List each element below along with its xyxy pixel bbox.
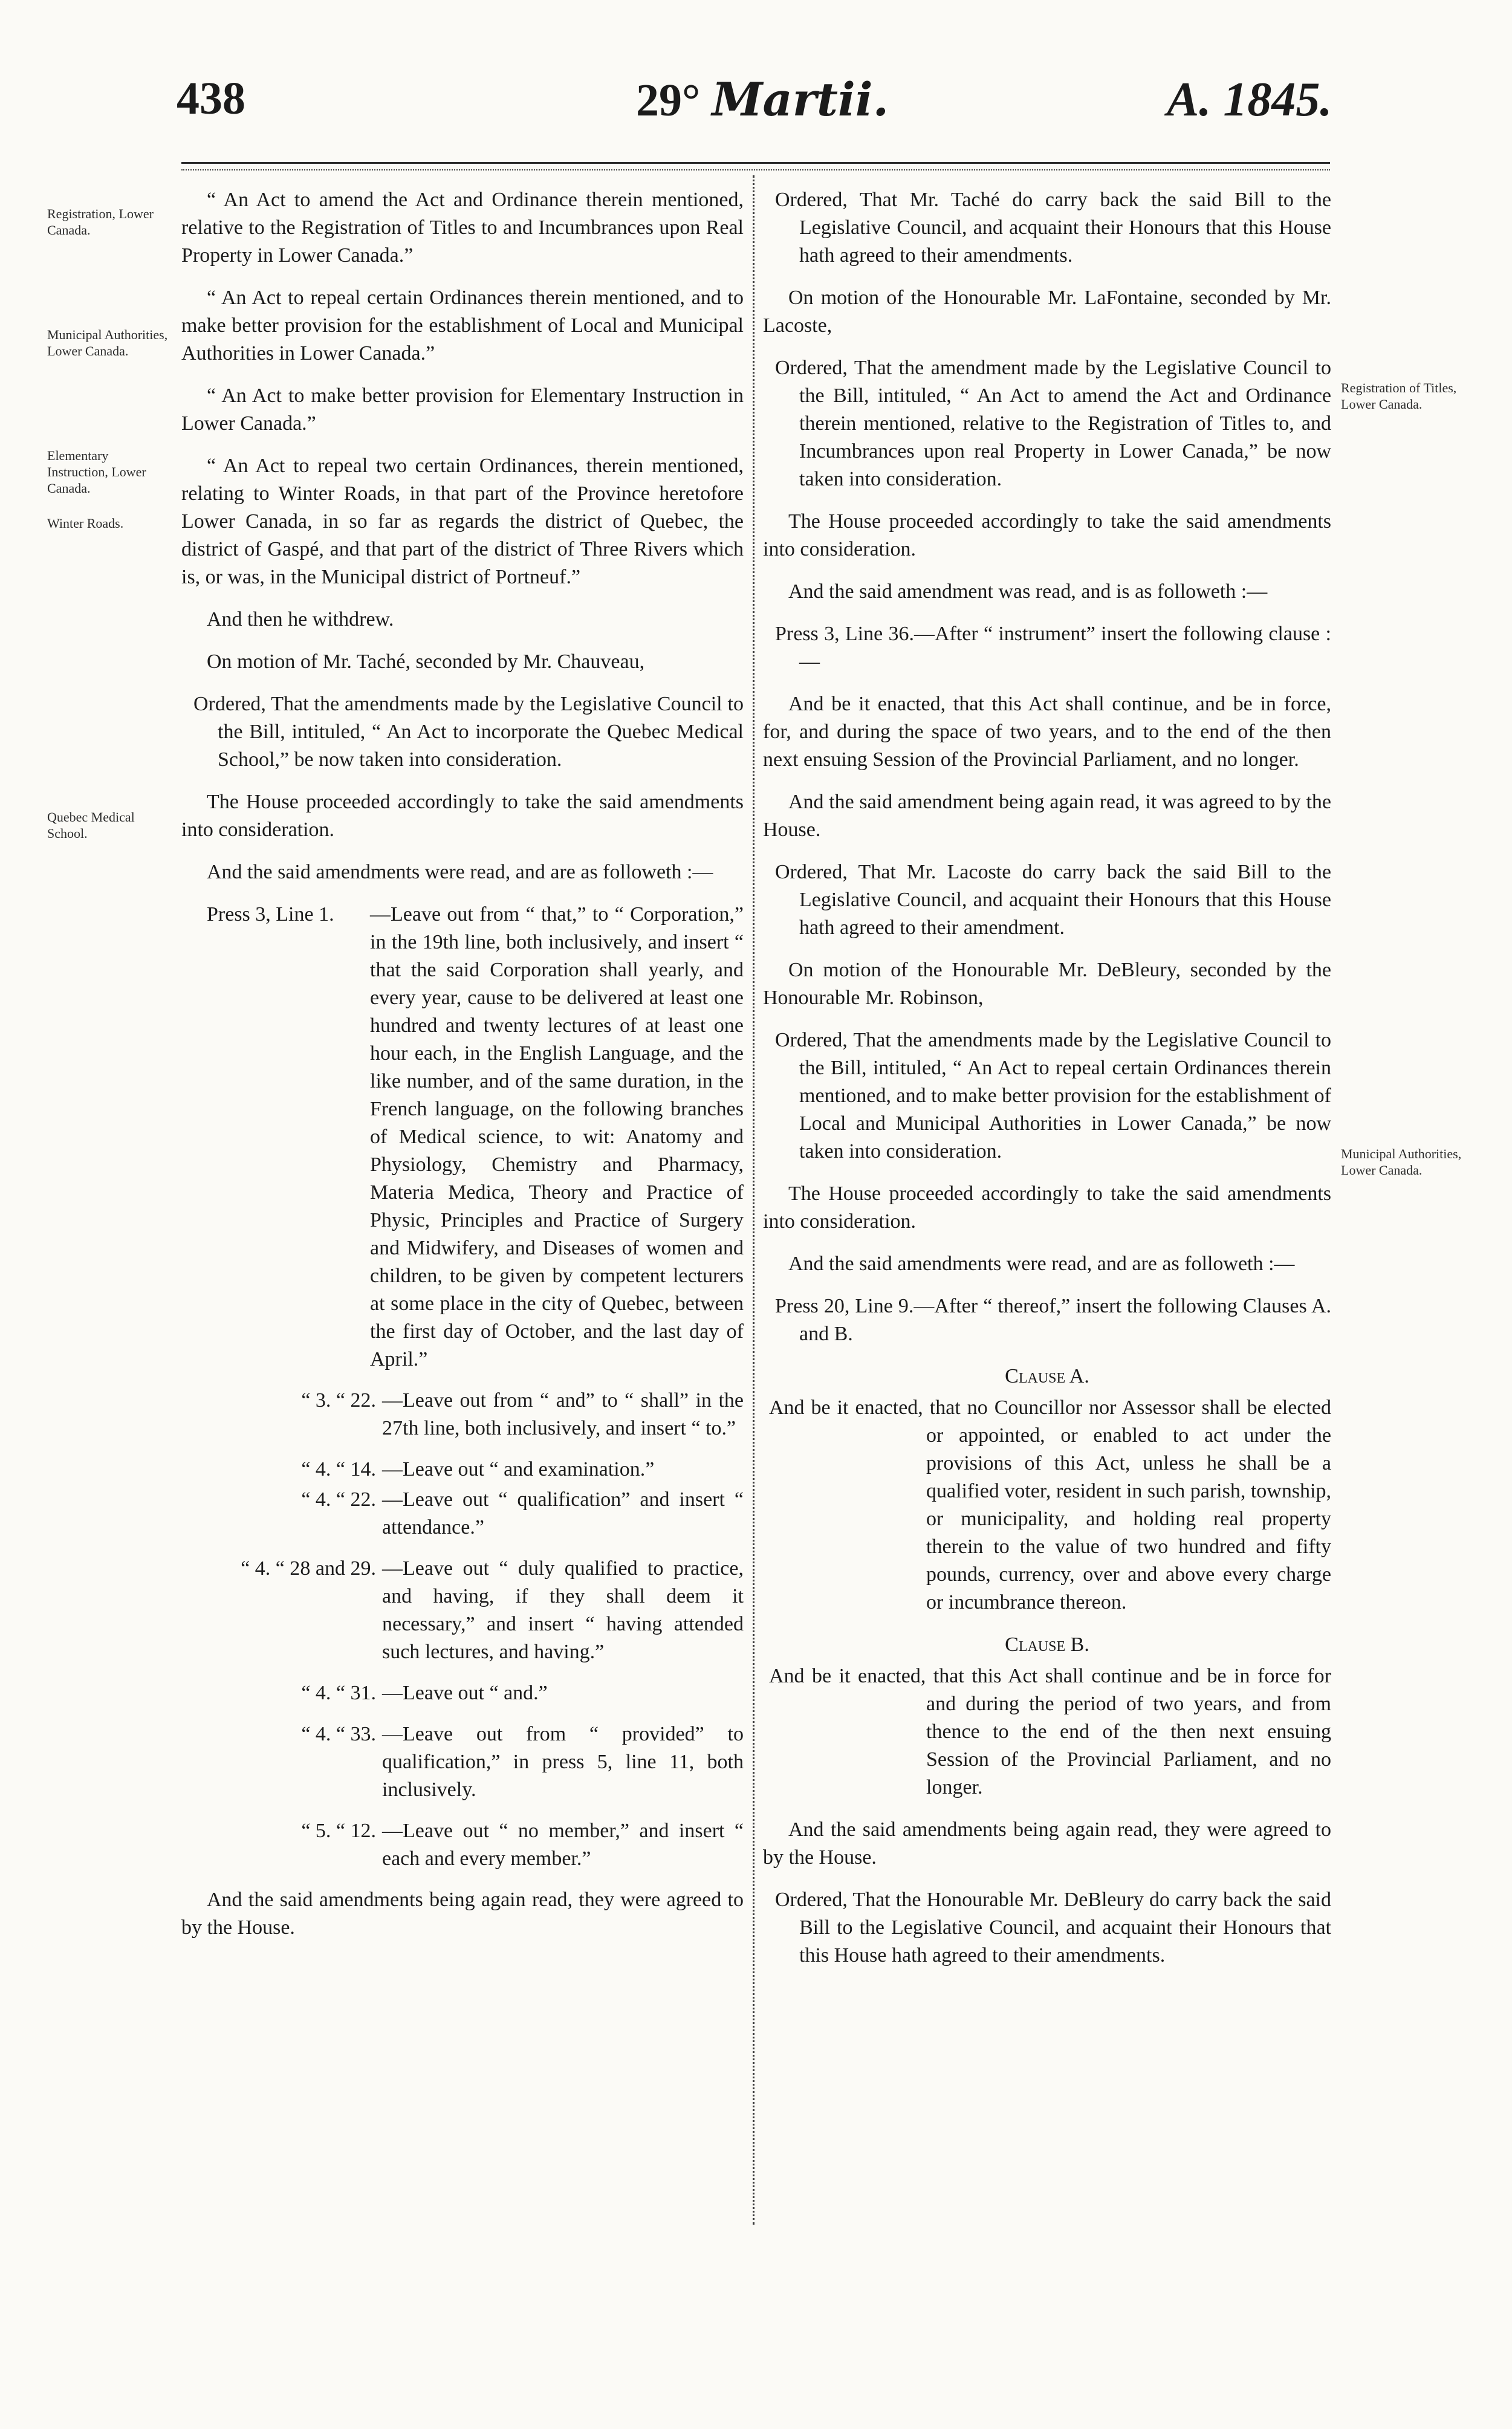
clause-b-text: that this Act shall continue and be in force for and during the period of two years, and from thence to the end of the then next ensuing Session of the Provincial Parliament, and no longer. (926, 1665, 1331, 1798)
act-elementary: “ An Act to make better provision for Elementary Instruction in Lower Canada.” (181, 384, 744, 435)
press-sub-text: —Leave out from “ and” to “ shall” in the 27th line, both inclusively, and insert “ to.” (382, 1389, 744, 1439)
margin-note-elementary: Elementary Instruction, Lower Canada. (47, 448, 146, 496)
clause-continue-two-years: And be it enacted, that this Act shall continue, and be in force, for, and during the space of two years, and to the end of the then next ensuing Session of the Provincial Parliament, and no longer. (763, 693, 1331, 771)
margin-note-municipal-right: Municipal Authorities, Lower Canada. (1341, 1146, 1462, 1178)
press-sub-text: —Leave out “ duly qualified to practice, and having, if they shall deem it necessary,” and insert “ having attended such lectures, and having.” (382, 1557, 744, 1663)
press-20-line-9: Press 20, Line 9.—After “ thereof,” insert the following Clauses A. and B. (775, 1295, 1331, 1345)
margin-note-registration-titles: Registration of Titles, Lower Canada. (1341, 380, 1457, 412)
amendments-agreed-2: And the said amendments being again read, they were agreed to by the House. (763, 1818, 1331, 1869)
press-sub-text: —Leave out “ and examination.” (382, 1458, 655, 1480)
clause-a-text: that no Councillor nor Assessor shall be elected or appointed, or enabled to act under the provisions of this Act, unless he shall be a qualified voter, resident in such parish, township, or municipality, and holding real property therein to the value of two hundred and fifty pounds, currency, over and above every charge or incumbrance thereon. (926, 1396, 1332, 1613)
clause-b-title: Clause B. (1005, 1633, 1089, 1656)
margin-note-quebec-medical: Quebec Medical School. (47, 809, 135, 841)
ordered-registration-amendment: Ordered, That the amendment made by the Legislative Council to the Bill, intituled, “ An Act to amend the Act and Ordinance therein mentioned, relative to the Registration of Titles to, and Incumbrances upon real Property in Lower Canada,” be now taken into consideration. (775, 357, 1331, 490)
house-proceeded-2: The House proceeded accordingly to take the said amendments into consideration. (763, 510, 1331, 560)
press-sub-item (181, 1555, 744, 1666)
header-rule-dotted (181, 169, 1330, 170)
press-sub-text: —Leave out “ and.” (382, 1682, 548, 1704)
press-sub-text: —Leave out from “ provided” to qualification,” in press 5, line 11, both inclusively. (382, 1723, 744, 1801)
act-municipal: “ An Act to repeal certain Ordinances therein mentioned, and to make better provision for the establishment of Local and Municipal Authorities in Lower Canada.” (181, 287, 744, 365)
press-sub-text: —Leave out “ qualification” and insert “ attendance.” (382, 1488, 744, 1539)
header-rule (181, 162, 1330, 164)
press-3-line-1 (181, 901, 744, 1373)
press-sub-item (181, 1486, 744, 1542)
press-sub-text: —Leave out “ no member,” and insert “ each and every member.” (382, 1820, 744, 1870)
column-divider (753, 175, 754, 2225)
press-text: —Leave out from “ that,” to “ Corporation,” in the 19th line, both inclusively, and insert “ that the said Corporation shall yearly, and every year, cause to be delivered at least one hundred and twenty lectures of at least one hour each, in the English Language, and the like number, and of the same duration, in the French language, on the following branches of Medical science, to wit: Anatomy and Physiology, Chemistry and Pharmacy, Materia Medica, Theory and Practice of Physic, Principles and Practice of Surgery and Midwifery, and Diseases of women and children, to be given by competent lecturers at some place in the city of Quebec, between the first day of October, and the last day of April.” (370, 903, 744, 1370)
press-sub-item (181, 1817, 744, 1873)
date-day: 29° (636, 75, 701, 126)
margin-note-registration: Registration, Lower Canada. (47, 206, 154, 238)
motion-lafontaine: On motion of the Honourable Mr. LaFontaine, seconded by Mr. Lacoste, (763, 287, 1331, 337)
margin-note-municipal: Municipal Authorities, Lower Canada. (47, 327, 168, 358)
clause-b (763, 1662, 1331, 1801)
house-proceeded: The House proceeded accordingly to take the said amendments into consideration. (181, 791, 744, 841)
press-sub-label: “ 4. “ 28 and 29. (241, 1557, 376, 1580)
left-column (181, 186, 744, 1956)
clause-b-lead: And be it enacted, (769, 1665, 926, 1687)
press-sub-label: “ 4. “ 33. (301, 1723, 376, 1745)
ordered-municipal-amendments: Ordered, That the amendments made by the Legislative Council to the Bill, intituled, “ An Act to repeal certain Ordinances therein mentioned, and to make better provision for the establishment of Local and Municipal Authorities in Lower Canada,” be now taken into consideration. (775, 1029, 1331, 1163)
right-column (763, 186, 1331, 1984)
press-label: Press 3, Line 1. (207, 903, 334, 926)
clause-a-title: Clause A. (1005, 1365, 1089, 1387)
press-sub-label: “ 5. “ 12. (301, 1820, 376, 1842)
ordered-medical-school: Ordered, That the amendments made by the Legislative Council to the Bill, intituled, “ An Act to incorporate the Quebec Medical School,” be now taken into consideration. (193, 693, 744, 771)
amendment-read: And the said amendment was read, and is as followeth :— (788, 580, 1268, 603)
clause-a-lead: And be it enacted, (769, 1396, 923, 1419)
press-sub-label: “ 4. “ 22. (301, 1488, 376, 1511)
act-registration: “ An Act to amend the Act and Ordinance therein mentioned, relative to the Registration of Titles to and Incumbrances upon Real Property in Lower Canada.” (181, 189, 744, 267)
clause-a (763, 1394, 1331, 1617)
ordered-lacoste-carry-back: Ordered, That Mr. Lacoste do carry back the said Bill to the Legislative Council, and acquaint their Honours that this House hath agreed to their amendment. (775, 861, 1331, 939)
ordered-debleury-carry-back: Ordered, That the Honourable Mr. DeBleury do carry back the said Bill to the Legislative Council, and acquaint their Honours that this House hath agreed to their amendments. (775, 1889, 1331, 1967)
press-sub-item (181, 1387, 744, 1442)
press-sub-label: “ 4. “ 31. (301, 1682, 376, 1704)
amendment-agreed: And the said amendment being again read, it was agreed to by the House. (763, 791, 1331, 841)
ordered-tache-carry-back: Ordered, That Mr. Taché do carry back the said Bill to the Legislative Council, and acquaint their Honours that this House hath agreed to their amendments. (775, 189, 1331, 267)
press-sub-item (181, 1679, 744, 1707)
page-year: A. 1845. (1167, 73, 1332, 126)
amendments-read: And the said amendments were read, and are as followeth :— (207, 861, 713, 883)
press-sub-label: “ 3. “ 22. (301, 1389, 376, 1412)
date-month: Martii. (712, 73, 889, 126)
margin-note-winter-roads: Winter Roads. (47, 516, 124, 531)
motion-debleury: On motion of the Honourable Mr. DeBleury, seconded by the Honourable Mr. Robinson, (763, 959, 1331, 1009)
press-sub-item (181, 1456, 744, 1484)
motion-tache: On motion of Mr. Taché, seconded by Mr. Chauveau, (207, 650, 645, 673)
page-date (636, 73, 889, 127)
amendments-read-2: And the said amendments were read, and are as followeth :— (788, 1253, 1295, 1275)
page-number: 438 (177, 73, 245, 124)
house-proceeded-3: The House proceeded accordingly to take the said amendments into consideration. (763, 1182, 1331, 1233)
press-sub-label: “ 4. “ 14. (301, 1458, 376, 1480)
press-sub-item (181, 1720, 744, 1804)
press-3-line-36: Press 3, Line 36.—After “ instrument” insert the following clause :— (775, 623, 1331, 673)
withdrew-text: And then he withdrew. (207, 608, 394, 631)
act-winter-roads: “ An Act to repeal two certain Ordinances, therein mentioned, relating to Winter Roads, in that part of the Province heretofore Lower Canada, in so far as regards the district of Quebec, the district of Gaspé, and that part of the district of Three Rivers which is, or was, in the Municipal district of Portneuf.” (181, 455, 744, 588)
amendments-agreed: And the said amendments being again read, they were agreed to by the House. (181, 1889, 744, 1939)
